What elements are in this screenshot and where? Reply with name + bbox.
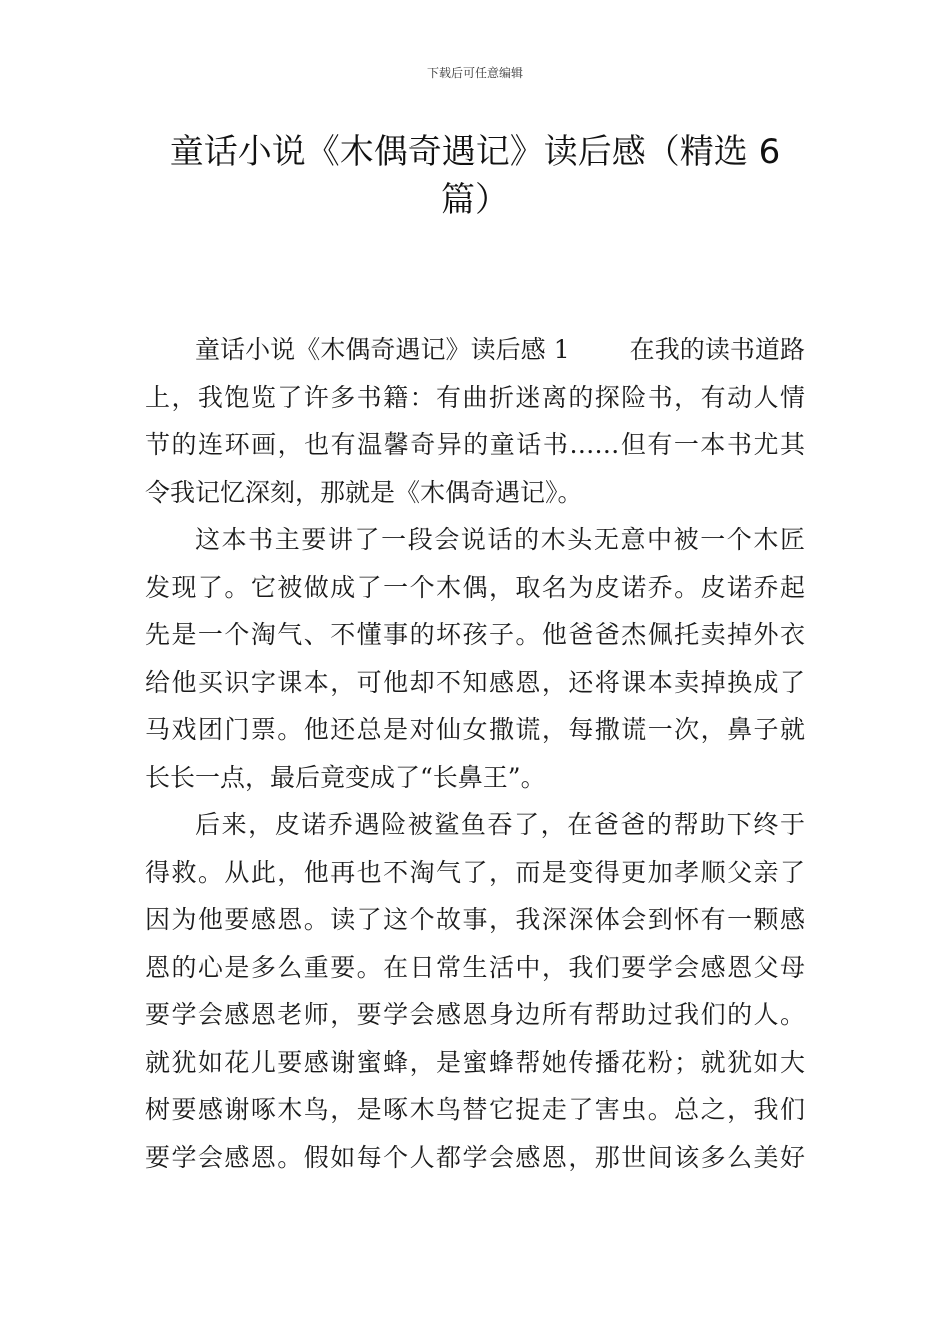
paragraph-1 [145,326,805,516]
paragraph-line [145,326,805,374]
paragraph-line: 发现了。它被做成了一个木偶，取名为皮诺乔。皮诺乔起 [145,572,805,602]
paragraph-3 [145,801,805,1181]
paragraph-line: 这本书主要讲了一段会说话的木头无意中被一个木匠 [195,525,805,554]
paragraph-text: 在我的读书道路 [629,335,805,364]
paragraph-line: 就犹如花儿要感谢蜜蜂，是蜜蜂帮她传播花粉；就犹如大 [145,1047,805,1077]
section-heading: 童话小说《木偶奇遇记》读后感 1 [195,335,570,364]
paragraph-line: 恩的心是多么重要。在日常生活中，我们要学会感恩父母 [145,952,805,982]
header-note: 下载后可任意编辑 [426,66,523,80]
document-title [145,128,805,224]
paragraph-line: 节的连环画，也有温馨奇异的童话书……但有一本书尤其 [145,430,805,459]
paragraph-line: 上，我饱览了许多书籍：有曲折迷离的探险书，有动人情 [145,382,805,412]
paragraph-line: 得救。从此，他再也不淘气了，而是变得更加孝顺父亲了 [145,857,805,887]
article-body [145,326,805,1181]
paragraph-line: 马戏团门票。他还总是对仙女撒谎，每撒谎一次，鼻子就 [145,715,805,744]
paragraph-line: 令我记忆深刻，那就是《木偶奇遇记》。 [145,477,583,507]
paragraph-line: 因为他要感恩。读了这个故事，我深深体会到怀有一颗感 [145,905,805,934]
paragraph-line: 给他买识字课本，可他却不知感恩，还将课本卖掉换成了 [145,667,805,697]
paragraph-line: 树要感谢啄木鸟，是啄木鸟替它捉走了害虫。总之，我们 [145,1095,805,1124]
paragraph-line: 要学会感恩老师，要学会感恩身边所有帮助过我们的人。 [145,1000,805,1029]
title-line-1: 童话小说《木偶奇遇记》读后感（精选 6 [169,132,781,172]
paragraph-line: 后来，皮诺乔遇险被鲨鱼吞了，在爸爸的帮助下终于 [195,810,805,839]
title-line-2: 篇） [441,180,509,220]
paragraph-2 [145,516,805,801]
paragraph-line: 长长一点，最后竟变成了“长鼻王”。 [145,762,546,792]
paragraph-line: 要学会感恩。假如每个人都学会感恩，那世间该多么美好 [145,1142,805,1172]
paragraph-line: 先是一个淘气、不懂事的坏孩子。他爸爸杰佩托卖掉外衣 [145,620,805,649]
